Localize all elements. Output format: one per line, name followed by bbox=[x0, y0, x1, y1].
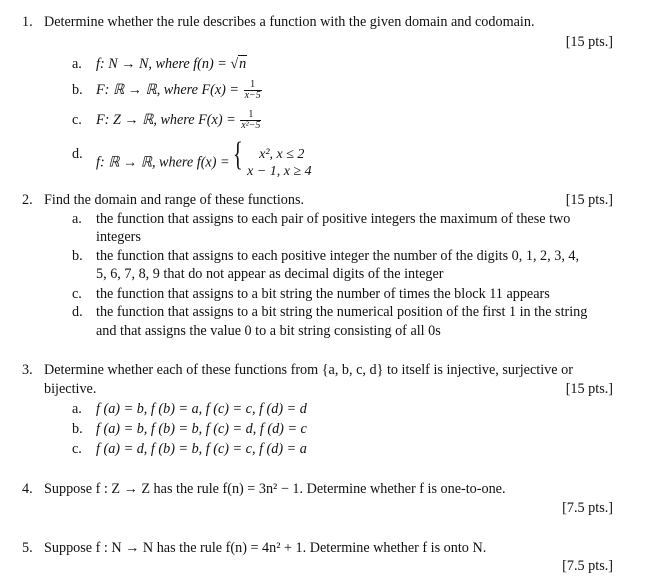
q2c-text: the function that assigns to a bit string the number of times the block 11 appears bbox=[96, 286, 550, 302]
q3c-label: c. bbox=[72, 441, 82, 457]
q2a-text-line1: the function that assigns to each pair of positive integers the maximum of these two bbox=[96, 211, 571, 227]
q4-number: 4. bbox=[22, 481, 33, 497]
q5-number: 5. bbox=[22, 540, 33, 556]
q1d-text: f: ℝ → ℝ, where f(x) = { x², x ≤ 2 x − 1, x ≥ 4 bbox=[96, 136, 312, 179]
q1-number: 1. bbox=[22, 14, 33, 30]
q1c-label: c. bbox=[72, 112, 82, 128]
q3a-text: f (a) = b, f (b) = a, f (c) = c, f (d) = d bbox=[96, 401, 307, 417]
q2-points: [15 pts.] bbox=[565, 192, 613, 208]
q3b-label: b. bbox=[72, 421, 83, 437]
q5-points: [7.5 pts.] bbox=[562, 558, 613, 574]
q1a-text: f: N → N, where f(n) = √n bbox=[96, 56, 247, 72]
q2b-label: b. bbox=[72, 248, 83, 264]
q1-text: Determine whether the rule describes a function with the given domain and codomain. bbox=[44, 14, 535, 30]
q2-number: 2. bbox=[22, 192, 33, 208]
q1d-label: d. bbox=[72, 146, 83, 162]
q2a-text-line2: integers bbox=[96, 229, 141, 245]
q5-text: Suppose f : N → N has the rule f(n) = 4n² + 1. Determine whether f is onto N. bbox=[44, 540, 487, 556]
q1c-text: F: Z → ℝ, where F(x) = $\frac{1}{\text{x²−5}}$ bbox=[96, 109, 261, 131]
q2b-text-line1: the function that assigns to each positive integer the number of the digits 0, 1, 2, 3, 4, bbox=[96, 248, 580, 264]
q3c-text: f (a) = d, f (b) = b, f (c) = c, f (d) = a bbox=[96, 441, 307, 457]
q2d-text-line2: and that assigns the value 0 to a bit string consisting of all 0s bbox=[96, 323, 441, 339]
q3b-text: f (a) = b, f (b) = b, f (c) = d, f (d) = c bbox=[96, 421, 307, 437]
q1-points: [15 pts.] bbox=[565, 34, 613, 50]
q1a-label: a. bbox=[72, 56, 82, 72]
q2c-label: c. bbox=[72, 286, 82, 302]
q2-text: Find the domain and range of these functions. bbox=[44, 192, 305, 208]
q3-text-line1: Determine whether each of these functions from {a, b, c, d} to itself is injective, surjective or bbox=[44, 362, 573, 378]
q2b-text-line2: 5, 6, 7, 8, 9 that do not appear as decimal digits of the integer bbox=[96, 266, 444, 282]
q4-points: [7.5 pts.] bbox=[562, 500, 613, 516]
q2a-label: a. bbox=[72, 211, 82, 227]
q4-text: Suppose f : Z → Z has the rule f(n) = 3n² − 1. Determine whether f is one-to-one. bbox=[44, 481, 506, 497]
q3-points: [15 pts.] bbox=[565, 381, 613, 397]
q1b-label: b. bbox=[72, 82, 83, 98]
q3a-label: a. bbox=[72, 401, 82, 417]
q3-text-line2: bijective. bbox=[44, 381, 97, 397]
q2d-label: d. bbox=[72, 304, 83, 320]
q1b-text: F: ℝ → ℝ, where F(x) = $\frac{1}{x-5}$ bbox=[96, 79, 261, 101]
q2d-text-line1: the function that assigns to a bit string the numerical position of the first 1 in the string bbox=[96, 304, 588, 320]
q3-number: 3. bbox=[22, 362, 33, 378]
